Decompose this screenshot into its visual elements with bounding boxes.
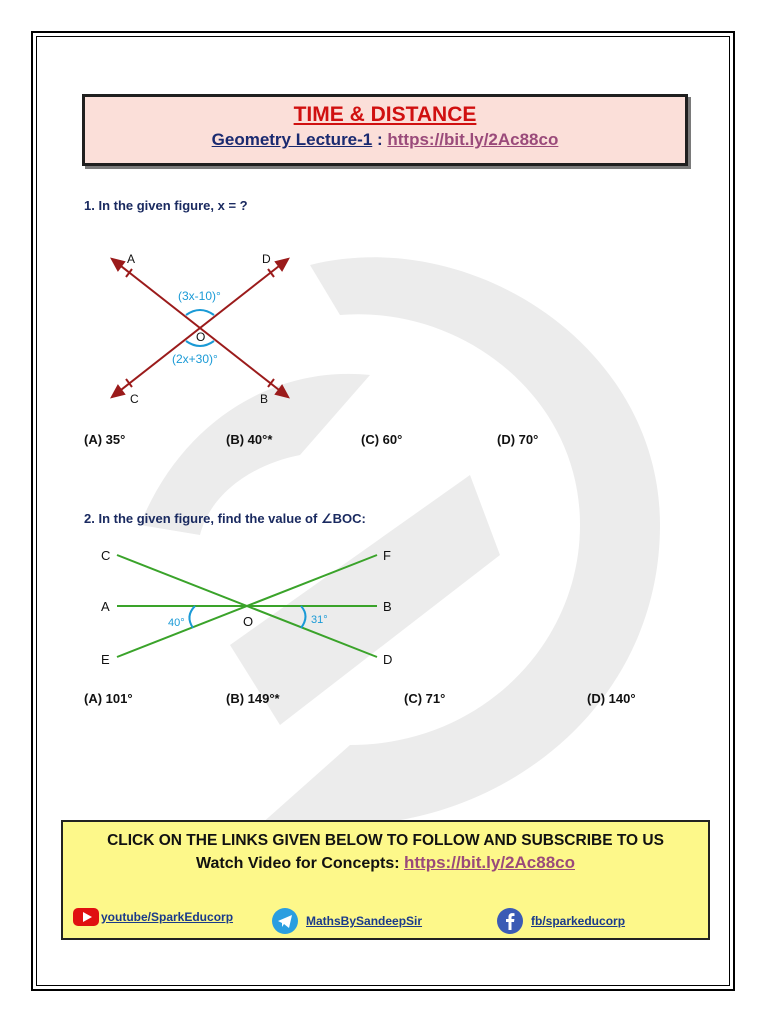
q2-option-a[interactable]: (A) 101° <box>84 691 133 706</box>
question-1-text <box>84 198 248 213</box>
question-1-number: 1. <box>84 198 95 213</box>
q2-option-d[interactable]: (D) 140° <box>587 691 636 706</box>
question-2-figure <box>95 540 415 675</box>
angle-right-label: 31° <box>311 614 328 626</box>
youtube-social[interactable] <box>73 908 233 926</box>
youtube-link[interactable]: youtube/SparkEducorp <box>101 910 234 924</box>
arrow-d <box>276 259 288 270</box>
label-o: O <box>196 330 206 344</box>
label-d: D <box>383 652 393 667</box>
footer-watch-line <box>63 853 708 873</box>
q2-option-b[interactable]: (B) 149°* <box>226 691 280 706</box>
q1-option-b[interactable]: (B) 40°* <box>226 432 273 447</box>
label-c: C <box>130 392 139 406</box>
arrow-b <box>276 386 288 397</box>
telegram-social[interactable] <box>272 908 422 934</box>
angle-arc-top <box>186 310 214 315</box>
label-o: O <box>243 614 254 629</box>
label-f: F <box>383 548 391 563</box>
q1-option-a[interactable]: (A) 35° <box>84 432 126 447</box>
label-e: E <box>101 652 110 667</box>
facebook-icon <box>497 908 523 934</box>
facebook-link[interactable]: fb/sparkeducorp <box>531 914 626 928</box>
question-2-number: 2. <box>84 511 95 526</box>
footer-banner <box>61 820 710 940</box>
page-title: TIME & DISTANCE <box>293 103 477 126</box>
angle-arc-left <box>189 606 195 628</box>
youtube-icon <box>73 908 99 926</box>
q1-option-d[interactable]: (D) 70° <box>497 432 539 447</box>
header-separator: : <box>372 130 388 149</box>
label-a: A <box>127 252 136 266</box>
header-link[interactable]: https://bit.ly/2Ac88co <box>387 130 559 149</box>
question-1-figure <box>90 245 320 415</box>
label-b: B <box>383 599 392 614</box>
watch-video-link[interactable]: https://bit.ly/2Ac88co <box>404 853 575 872</box>
footer-subscribe-text: CLICK ON THE LINKS GIVEN BELOW TO FOLLOW AND SUBSCRIBE TO US <box>107 832 664 849</box>
label-c: C <box>101 548 111 563</box>
header-banner <box>82 94 688 166</box>
question-1-prompt: In the given figure, x = ? <box>94 198 248 213</box>
question-2-text <box>84 511 366 527</box>
facebook-social[interactable] <box>497 908 625 934</box>
q1-option-c[interactable]: (C) 60° <box>361 432 403 447</box>
label-a: A <box>101 599 110 614</box>
angle-arc-right <box>301 606 306 628</box>
label-d: D <box>262 252 271 266</box>
angle-top-label: (3x-10)° <box>178 289 221 303</box>
telegram-link[interactable]: MathsBySandeepSir <box>306 914 423 928</box>
arrow-a <box>112 259 124 270</box>
arrow-c <box>112 386 124 397</box>
telegram-icon <box>272 908 298 934</box>
lecture-label: Geometry Lecture-1 <box>211 130 373 149</box>
header-subtitle <box>85 130 685 150</box>
angle-bottom-label: (2x+30)° <box>172 352 218 366</box>
label-b: B <box>260 392 269 406</box>
watch-video-label: Watch Video for Concepts: <box>196 855 405 872</box>
q2-option-c[interactable]: (C) 71° <box>404 691 446 706</box>
angle-left-label: 40° <box>168 617 185 629</box>
question-2-prompt: In the given figure, find the value of ∠BOC: <box>94 511 366 526</box>
